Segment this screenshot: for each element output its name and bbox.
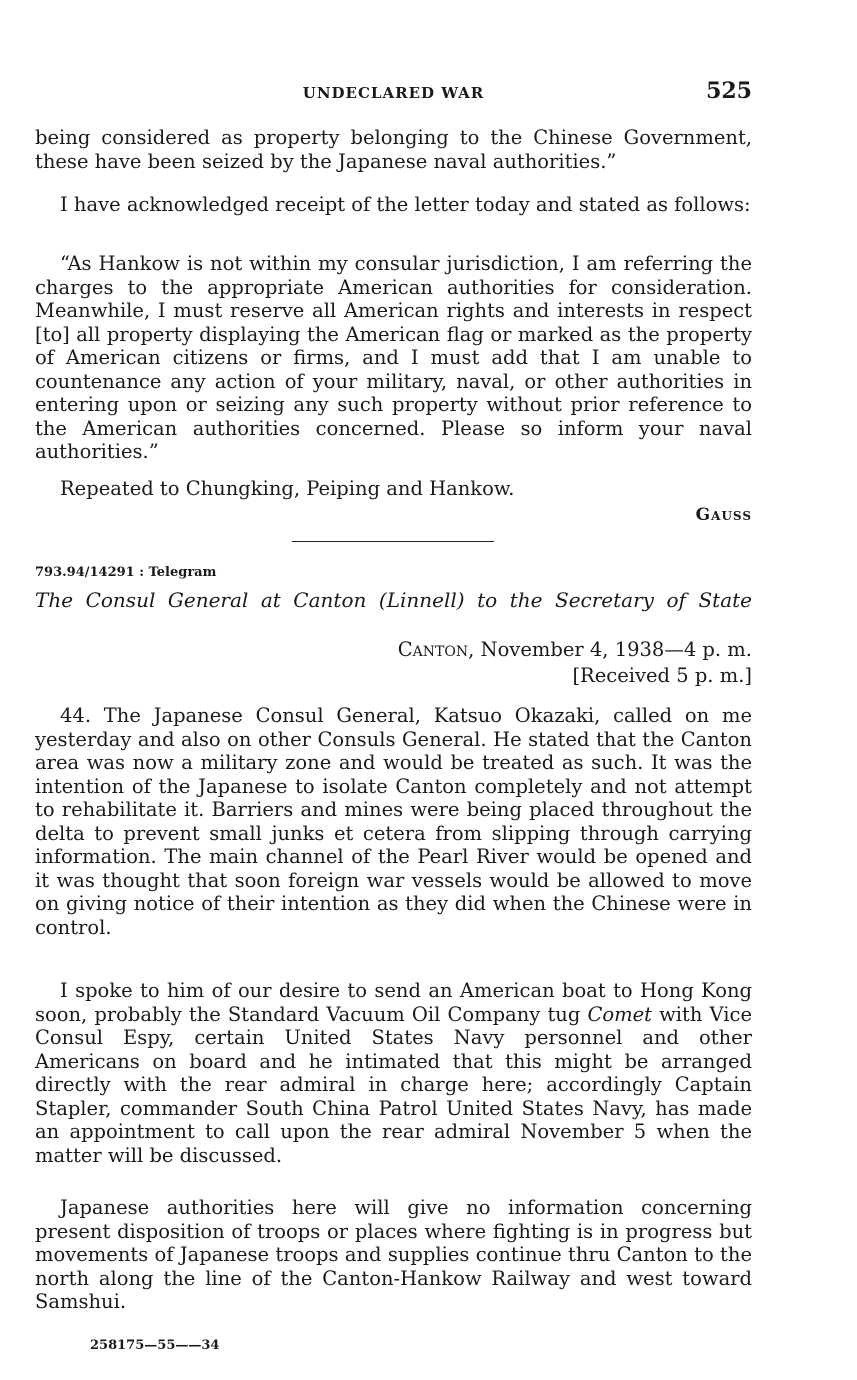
quoted-statement: “As Hankow is not within my consular jurisdiction, I am referring the charges to the appropriate American authorities for consideration. Meanwhile, I must reserve all American rights and interests in respect [to] all property displaying the American flag or marked as the property of American citizens or firms, and I must add that I am unable to countenance any action of your military, naval, or other authorities in entering upon or seizing any such property without prior reference to the American authorities concerned. Please so inform your naval authorities.”	[35, 252, 752, 463]
running-header	[35, 80, 752, 106]
acknowledgement-paragraph: I have acknowledged receipt of the letter today and stated as follows:	[60, 193, 751, 216]
paragraph-2-text-start: I spoke to him of our desire to send an American boat to Hong Kong soon, probably the Standard Vacuum Oil Company tug	[35, 979, 752, 1026]
dateline-place: Canton,	[397, 638, 475, 661]
paragraph-2-text-end: with Vice Consul Espy, certain United States Navy personnel and other Americans on board and he intimated that this might be arranged directly with the rear admiral in charge here; accordingly Captain Stapler, commander South China Patrol United States Navy, has made an appointment to call upon the rear admiral November 5 when the matter will be discussed.	[35, 1002, 752, 1167]
footer-print-code: 258175—55——34	[90, 1338, 220, 1353]
continuation-paragraph: being considered as property belonging to the Chinese Government, these have been seized by the Japanese naval authorities.”	[35, 126, 752, 173]
page-number: 525	[706, 78, 752, 104]
telegram-paragraph-1: 44. The Japanese Consul General, Katsuo Okazaki, called on me yesterday and also on other Consuls General. He stated that the Canton area was now a military zone and would be treated as such. It was the intention of the Japanese to isolate Canton completely and not attempt to rehabilitate it. Barriers and mines were being placed throughout the delta to prevent small junks et cetera from slipping through carrying information. The main channel of the Pearl River would be opened and it was thought that soon foreign war vessels would be allowed to move on giving notice of their intention as they did when the Chinese were in control.	[35, 704, 752, 939]
document-heading: The Consul General at Canton (Linnell) to the Secretary of State	[35, 588, 752, 612]
running-title: UNDECLARED WAR	[302, 84, 485, 102]
repeated-line: Repeated to Chungking, Peiping and Hankow.	[60, 477, 515, 500]
dateline-date: November 4, 1938—4 p. m.	[480, 638, 752, 661]
telegram-paragraph-2	[35, 979, 752, 1167]
signature: Gauss	[695, 505, 752, 525]
dateline	[398, 638, 752, 661]
received-line: [Received 5 p. m.]	[572, 664, 752, 687]
vessel-name: Comet	[587, 1002, 652, 1026]
section-divider	[292, 541, 494, 542]
document-reference: 793.94/14291 : Telegram	[35, 565, 217, 580]
telegram-paragraph-3: Japanese authorities here will give no information concerning present disposition of troops or places where fighting is in progress but movements of Japanese troops and supplies continue thru Canton to the north along the line of the Canton-Hankow Railway and west toward Samshui.	[35, 1196, 752, 1313]
